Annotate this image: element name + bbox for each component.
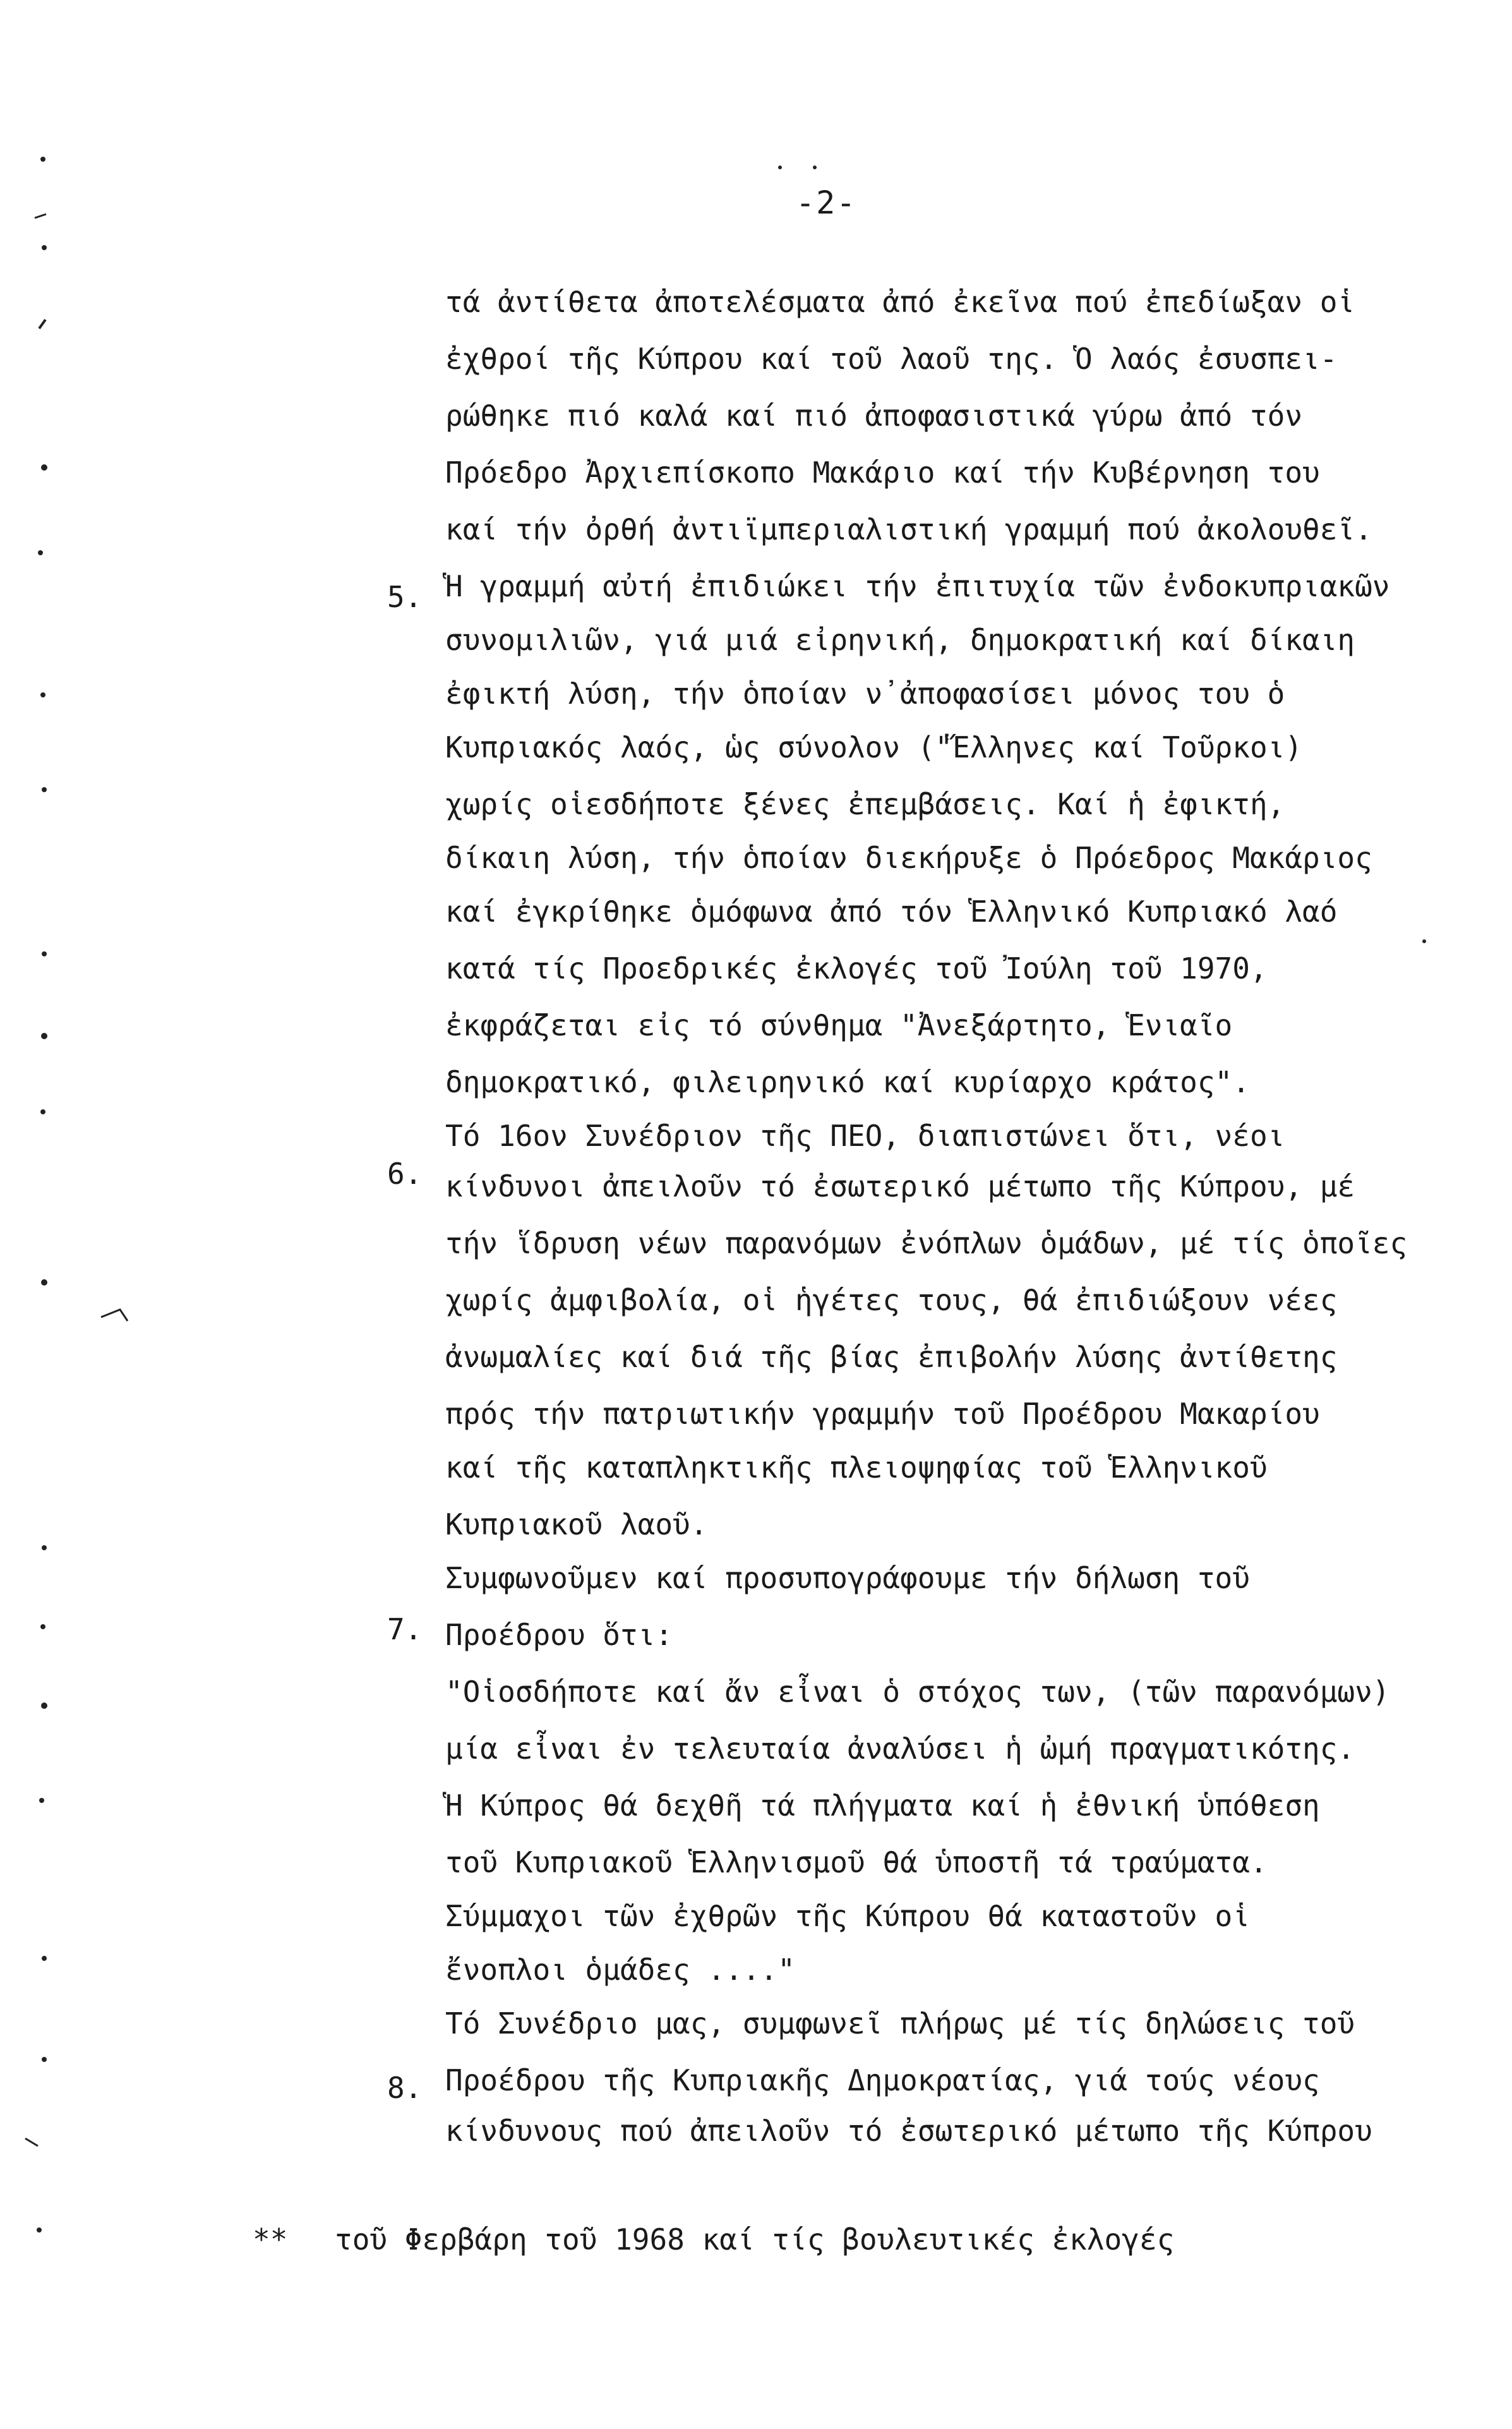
scan-speck [41,1703,47,1709]
scan-speck [37,2227,42,2233]
text-line: Σύμμαχοι τῶν ἐχθρῶν τῆς Κύπρου θά καταστοῦν οἱ [445,1899,1250,1933]
text-line: συνομιλιῶν, γιά μιά εἰρηνική, δημοκρατική καί δίκαιη [445,623,1355,657]
item-number-6: 6. [387,1157,423,1191]
scan-speck [41,1279,47,1286]
scan-speck [39,1798,44,1803]
scan-speck [1422,939,1426,943]
text-line: ἐφικτή λύση, τήν ὁποίαν ν᾽ἀποφασίσει μόνος του ὁ [445,677,1285,711]
scan-mark [25,2138,38,2146]
footnote-text: τοῦ Φερβάρη τοῦ 1968 καί τίς βουλευτικές ἐκλογές [335,2222,1175,2257]
text-line: πρός τήν πατριωτικήν γραμμήν τοῦ Προέδρου Μακαρίου [445,1397,1320,1431]
text-line: Πρόεδρο Ἀρχιεπίσκοπο Μακάριο καί τήν Κυβέρνηση του [445,455,1320,490]
text-line: ἐκφράζεται εἰς τό σύνθημα "Ἀνεξάρτητο, Ἑνιαῖο [445,1008,1233,1042]
scan-speck [813,166,817,169]
scan-speck [40,692,45,697]
page-number: -2- [796,184,857,221]
text-line: Προέδρου τῆς Κυπριακῆς Δημοκρατίας, γιά τούς νέους [445,2063,1320,2097]
text-line: τοῦ Κυπριακοῦ Ἑλληνισμοῦ θά ὑποστῆ τά τραύματα. [445,1845,1268,1879]
item-number-8: 8. [387,2071,423,2105]
scan-mark [101,1310,128,1321]
text-line: κίνδυνοι ἀπειλοῦν τό ἐσωτερικό μέτωπο τῆς Κύπρου, μέ [445,1169,1355,1203]
scan-speck [40,1109,45,1114]
text-line: Κυπριακός λαός, ὡς σύνολον ("Ἕλληνες καί Τοῦρκοι) [445,730,1303,764]
scan-speck [778,166,782,169]
scan-speck [40,1624,45,1629]
scan-mark [39,320,45,328]
scan-speck [41,464,47,471]
scan-speck [42,1545,47,1550]
scan-mark [35,214,46,218]
text-line: τήν ἵδρυση νέων παρανόμων ἐνόπλων ὁμάδων, μέ τίς ὁποῖες [445,1226,1408,1260]
text-line: καί τήν ὀρθή ἀντιϊμπεριαλιστική γραμμή πού ἀκολουθεῖ. [445,512,1372,546]
scan-speck [42,1956,47,1961]
scan-speck [42,2057,47,2062]
text-line: ἐχθροί τῆς Κύπρου καί τοῦ λαοῦ της. Ὁ λαός ἐσυσπει- [445,342,1338,376]
scan-speck [41,1033,47,1039]
text-line: Ἡ γραμμή αὐτή ἐπιδιώκει τήν ἐπιτυχία τῶν ἐνδοκυπριακῶν [445,569,1390,603]
text-line: "Οἱοσδήποτε καί ἄν εἶναι ὁ στόχος των, (τῶν παρανόμων) [445,1675,1390,1709]
scan-speck [42,951,47,956]
footnote-mark: ** [253,2222,288,2257]
text-line: καί ἐγκρίθηκε ὁμόφωνα ἀπό τόν Ἑλληνικό Κυπριακό λαό [445,895,1338,929]
text-line: ἔνοπλοι ὁμάδες ...." [445,1953,795,1987]
text-line: ἀνωμαλίες καί διά τῆς βίας ἐπιβολήν λύσης ἀντίθετης [445,1340,1338,1374]
text-line: χωρίς οἱεσδήποτε ξένες ἐπεμβάσεις. Καί ἡ ἐφικτή, [445,787,1285,821]
text-line: δημοκρατικό, φιλειρηνικό καί κυρίαρχο κράτος". [445,1065,1250,1099]
text-line: κατά τίς Προεδρικές ἐκλογές τοῦ Ἰούλη τοῦ 1970, [445,951,1268,985]
text-line: χωρίς ἀμφιβολία, οἱ ἡγέτες τους, θά ἐπιδιώξουν νέες [445,1283,1338,1317]
text-line: Ἡ Κύπρος θά δεχθῆ τά πλήγματα καί ἡ ἐθνική ὑπόθεση [445,1788,1320,1823]
text-line: τά ἀντίθετα ἀποτελέσματα ἀπό ἐκεῖνα πού ἐπεδίωξαν οἱ [445,285,1355,319]
text-line: Τό Συνέδριο μας, συμφωνεῖ πλήρως μέ τίς δηλώσεις τοῦ [445,2006,1355,2040]
text-line: Συμφωνοῦμεν καί προσυπογράφουμε τήν δήλωση τοῦ [445,1561,1250,1595]
scan-speck [40,157,45,162]
item-number-5: 5. [387,580,423,614]
text-line: μία εἶναι ἐν τελευταία ἀναλύσει ἡ ὠμή πραγματικότης. [445,1732,1355,1766]
scan-speck [38,550,43,555]
text-line: Προέδρου ὅτι: [445,1618,673,1652]
scan-speck [42,245,47,250]
text-line: κίνδυνους πού ἀπειλοῦν τό ἐσωτερικό μέτωπο τῆς Κύπρου [445,2114,1372,2148]
text-line: καί τῆς καταπληκτικῆς πλειοψηφίας τοῦ Ἑλληνικοῦ [445,1450,1268,1485]
text-line: Τό 16ον Συνέδριον τῆς ΠΕΟ, διαπιστώνει ὅτι, νέοι [445,1119,1285,1153]
text-line: δίκαιη λύση, τήν ὁποίαν διεκήρυξε ὁ Πρόεδρος Μακάριος [445,841,1372,875]
text-line: ρώθηκε πιό καλά καί πιό ἀποφασιστικά γύρω ἀπό τόν [445,399,1303,433]
text-line: Κυπριακοῦ λαοῦ. [445,1507,708,1541]
item-number-7: 7. [387,1612,423,1646]
scan-speck [42,787,47,792]
